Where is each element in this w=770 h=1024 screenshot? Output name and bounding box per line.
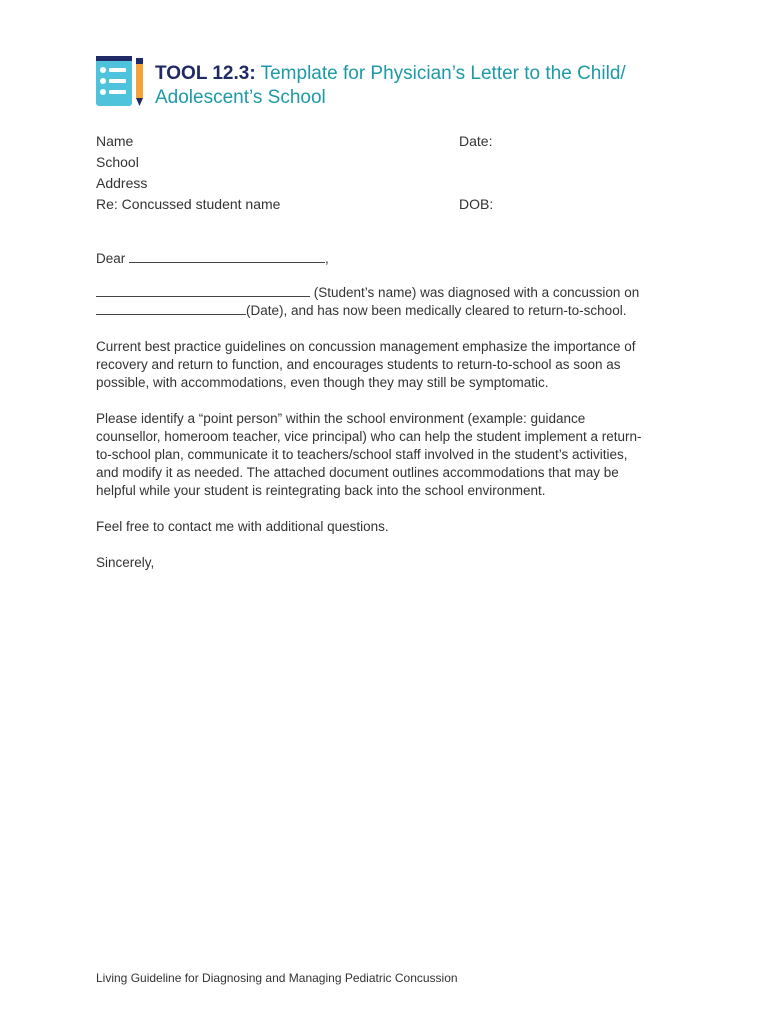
title-line-1: Template for Physician’s Letter to the Child/ bbox=[260, 63, 626, 84]
salutation-comma: , bbox=[325, 251, 329, 266]
diagnosis-date-blank bbox=[96, 302, 246, 315]
title-line-2: Adolescent’s School bbox=[155, 87, 326, 108]
student-name-blank bbox=[96, 284, 310, 297]
paragraph-contact: Feel free to contact me with additional questions. bbox=[96, 519, 389, 534]
closing: Sincerely, bbox=[96, 555, 155, 570]
name-label: Name bbox=[96, 133, 134, 149]
salutation-text: Dear bbox=[96, 251, 126, 266]
tool-number: TOOL 12.3: bbox=[155, 63, 256, 84]
dob-label: DOB: bbox=[459, 196, 494, 212]
page-footer: Living Guideline for Diagnosing and Managing Pediatric Concussion bbox=[96, 971, 458, 985]
recipient-blank bbox=[129, 250, 325, 263]
diagnosis-paragraph bbox=[96, 284, 651, 320]
date-label: Date: bbox=[459, 133, 493, 149]
date-clause: (Date), and has now been medically cleared to return-to-school. bbox=[246, 303, 627, 318]
address-label: Address bbox=[96, 175, 148, 191]
document-title bbox=[155, 62, 715, 110]
checklist-pencil-icon bbox=[95, 54, 147, 108]
student-clause: (Student’s name) was diagnosed with a concussion on bbox=[313, 285, 640, 300]
salutation bbox=[96, 250, 651, 268]
paragraph-best-practice: Current best practice guidelines on concussion management emphasize the importance of recovery and return to function, and encourages students to return-to-school as soon as possible, with accommodations, even though they may still be symptomatic. bbox=[96, 339, 636, 390]
re-label: Re: Concussed student name bbox=[96, 196, 281, 212]
paragraph-point-person: Please identify a “point person” within the school environment (example: guidance counsellor, homeroom teacher, vice principal) who can help the student implement a return-to-school plan, communicate it to teachers/school staff involved in the student’s activities, and modify it as needed. The attached document outlines accommodations that may be helpful while your student is reintegrating back into the school environment. bbox=[96, 411, 642, 498]
letter-body bbox=[96, 250, 651, 572]
document-header bbox=[95, 54, 715, 110]
school-label: School bbox=[96, 154, 139, 170]
